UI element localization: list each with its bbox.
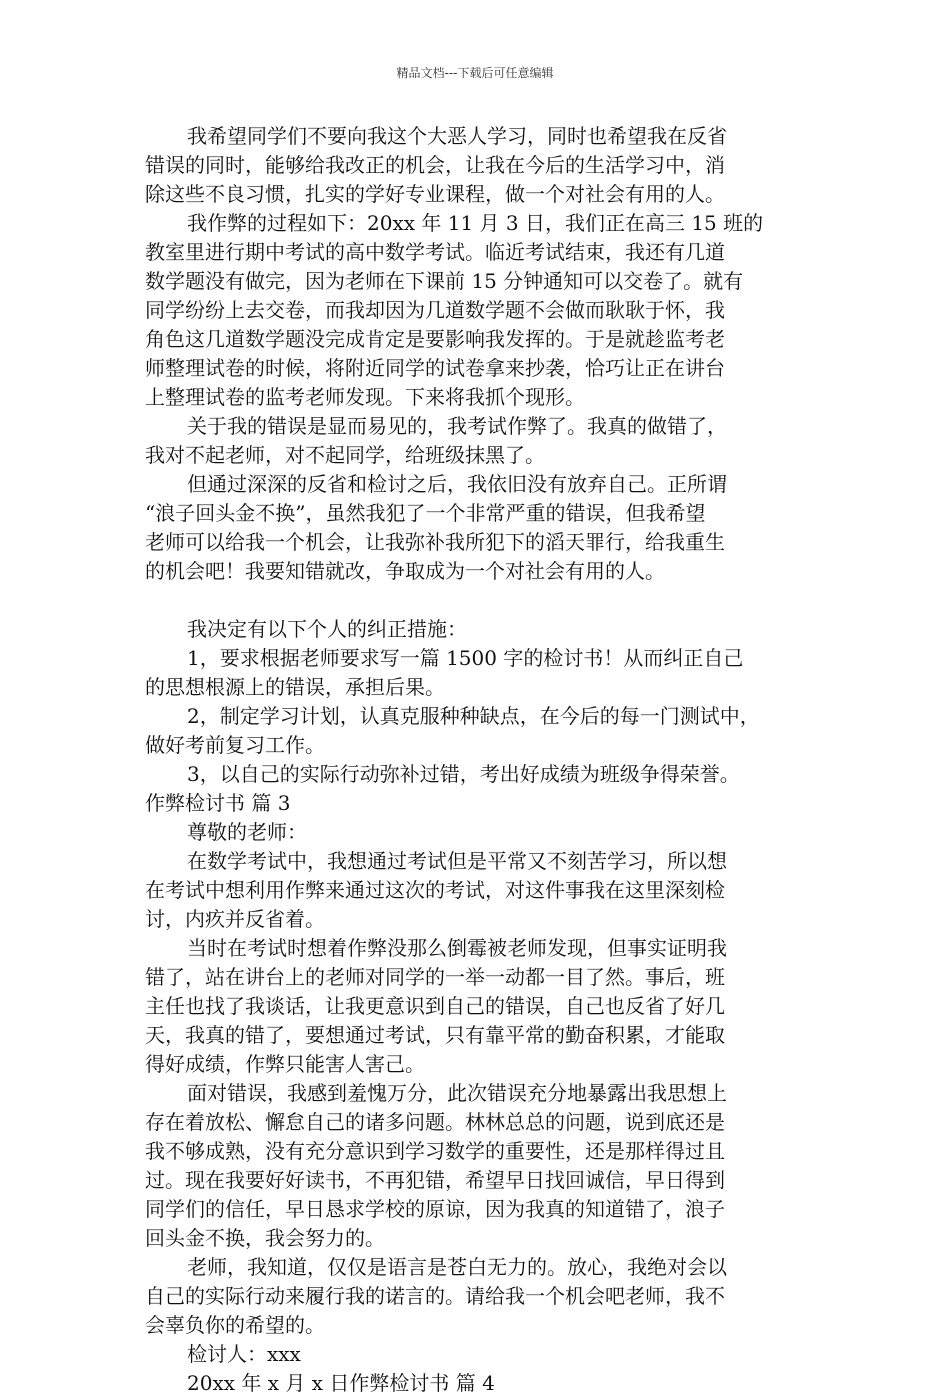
text-line: 我希望同学们不要向我这个大恶人学习，同时也希望我在反省	[187, 124, 727, 148]
text-line: 会辜负你的希望的。	[145, 1313, 325, 1337]
document-body	[145, 122, 817, 1398]
paragraph	[145, 702, 817, 760]
text-line: 我不够成熟，没有充分意识到学习数学的重要性，还是那样得过且	[145, 1139, 725, 1163]
paragraph	[145, 789, 817, 818]
text-line: 错了，站在讲台上的老师对同学的一举一动都一目了然。事后，班	[145, 965, 725, 989]
text-line: 天，我真的错了，要想通过考试，只有靠平常的勤奋积累，才能取	[145, 1023, 725, 1047]
paragraph	[145, 644, 817, 702]
text-line: 错误的同时，能够给我改正的机会，让我在今后的生活学习中，消	[145, 153, 725, 177]
paragraph	[145, 412, 817, 470]
text-line: 20xx 年 x 月 x 日作弊检讨书 篇 4	[187, 1371, 495, 1395]
paragraph	[145, 1340, 817, 1369]
text-line: 在考试中想利用作弊来通过这次的考试，对这件事我在这里深刻检	[145, 878, 725, 902]
text-line: 作弊检讨书 篇 3	[145, 791, 291, 815]
text-line: 同学纷纷上去交卷，而我却因为几道数学题不会做而耿耿于怀，我	[145, 298, 725, 322]
paragraph	[145, 847, 817, 934]
page-header: 精品文档---下载后可任意编辑	[396, 66, 554, 80]
text-line: 的机会吧！我要知错就改，争取成为一个对社会有用的人。	[145, 559, 665, 583]
text-line: 关于我的错误是显而易见的，我考试作弊了。我真的做错了，	[187, 414, 727, 438]
text-line: 角色这几道数学题没完成肯定是要影响我发挥的。于是就趁监考老	[145, 327, 725, 351]
paragraph-gap	[145, 586, 817, 615]
text-line: 尊敬的老师：	[187, 820, 307, 844]
paragraph	[145, 1369, 817, 1398]
text-line: 老师可以给我一个机会，让我弥补我所犯下的滔天罪行，给我重生	[145, 530, 725, 554]
text-line: 1，要求根据老师要求写一篇 1500 字的检讨书！从而纠正自己	[187, 646, 744, 670]
text-line: 数学题没有做完，因为老师在下课前 15 分钟通知可以交卷了。就有	[145, 269, 744, 293]
text-line: “浪子回头金不换”，虽然我犯了一个非常严重的错误，但我希望	[145, 501, 706, 525]
text-line: 面对错误，我感到羞愧万分，此次错误充分地暴露出我思想上	[187, 1081, 727, 1105]
text-line: 讨，内疚并反省着。	[145, 907, 325, 931]
text-line: 除这些不良习惯，扎实的学好专业课程，做一个对社会有用的人。	[145, 182, 725, 206]
text-line: 检讨人：xxx	[187, 1342, 301, 1366]
text-line: 师整理试卷的时候，将附近同学的试卷拿来抄袭，恰巧让正在讲台	[145, 356, 725, 380]
paragraph	[145, 818, 817, 847]
text-line: 教室里进行期中考试的高中数学考试。临近考试结束，我还有几道	[145, 240, 725, 264]
text-line: 做好考前复习工作。	[145, 733, 325, 757]
paragraph	[145, 122, 817, 209]
paragraph	[145, 615, 817, 644]
text-line: 同学们的信任，早日恳求学校的原谅，因为我真的知道错了，浪子	[145, 1197, 725, 1221]
text-line: 我决定有以下个人的纠正措施：	[187, 617, 467, 641]
text-line: 我作弊的过程如下：20xx 年 11 月 3 日，我们正在高三 15 班的	[187, 211, 764, 235]
text-line: 上整理试卷的监考老师发现。下来将我抓个现形。	[145, 385, 585, 409]
text-line: 3，以自己的实际行动弥补过错，考出好成绩为班级争得荣誉。	[187, 762, 740, 786]
text-line: 在数学考试中，我想通过考试但是平常又不刻苦学习，所以想	[187, 849, 727, 873]
text-line: 当时在考试时想着作弊没那么倒霉被老师发现，但事实证明我	[187, 936, 727, 960]
paragraph	[145, 934, 817, 1079]
text-line: 自己的实际行动来履行我的诺言的。请给我一个机会吧老师，我不	[145, 1284, 725, 1308]
text-line: 主任也找了我谈话，让我更意识到自己的错误，自己也反省了好几	[145, 994, 725, 1018]
text-line: 过。现在我要好好读书，不再犯错，希望早日找回诚信，早日得到	[145, 1168, 725, 1192]
text-line: 2，制定学习计划，认真克服种种缺点，在今后的每一门测试中，	[187, 704, 760, 728]
text-line: 老师，我知道，仅仅是语言是苍白无力的。放心，我绝对会以	[187, 1255, 727, 1279]
text-line: 回头金不换，我会努力的。	[145, 1226, 385, 1250]
paragraph	[145, 760, 817, 789]
text-line: 我对不起老师，对不起同学，给班级抹黑了。	[145, 443, 545, 467]
paragraph	[145, 1253, 817, 1340]
paragraph	[145, 209, 817, 412]
paragraph	[145, 1079, 817, 1253]
text-line: 的思想根源上的错误，承担后果。	[145, 675, 445, 699]
text-line: 但通过深深的反省和检讨之后，我依旧没有放弃自己。正所谓	[187, 472, 727, 496]
paragraph	[145, 470, 817, 586]
text-line: 得好成绩，作弊只能害人害己。	[145, 1052, 425, 1076]
text-line: 存在着放松、懈怠自己的诸多问题。林林总总的问题，说到底还是	[145, 1110, 725, 1134]
